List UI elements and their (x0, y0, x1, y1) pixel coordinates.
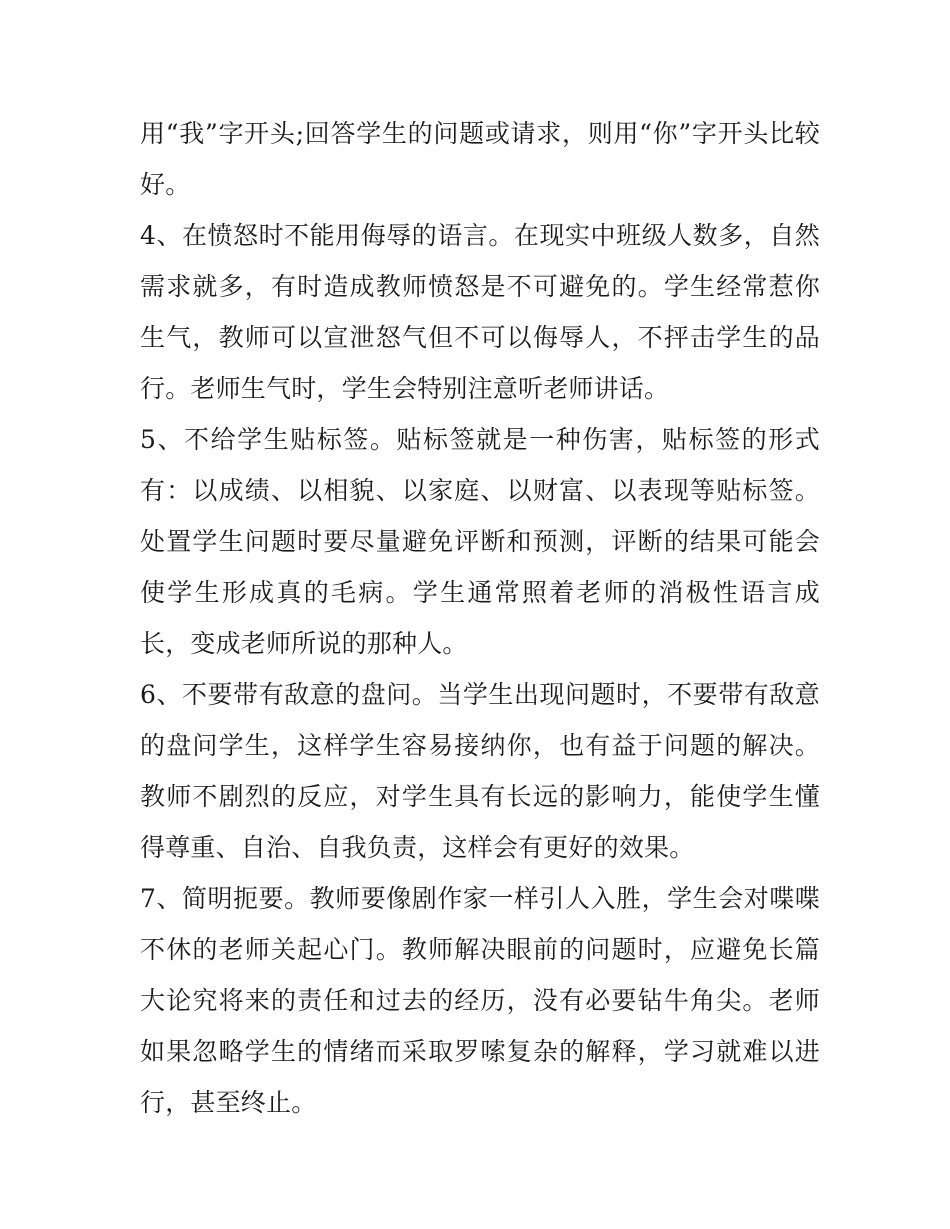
paragraph-point-5: 5、不给学生贴标签。贴标签就是一种伤害，贴标签的形式有：以成绩、以相貌、以家庭、以财富、以表现等贴标签。处置学生问题时要尽量避免评断和预测，评断的结果可能会使学生形成真的毛病。学生通常照着老师的消极性语言成长，变成老师所说的那种人。 (140, 425, 820, 658)
document-body (140, 108, 820, 1128)
paragraph-point-4: 4、在愤怒时不能用侮辱的语言。在现实中班级人数多，自然需求就多，有时造成教师愤怒是不可避免的。学生经常惹你生气，教师可以宣泄怒气但不可以侮辱人，不抨击学生的品行。老师生气时，学生会特别注意听老师讲话。 (140, 221, 820, 403)
paragraph-point-6: 6、不要带有敌意的盘问。当学生出现问题时，不要带有敌意的盘问学生，这样学生容易接纳你，也有益于问题的解决。教师不剧烈的反应，对学生具有长远的影响力，能使学生懂得尊重、自治、自我负责，这样会有更好的效果。 (140, 680, 820, 862)
paragraph-point-7: 7、简明扼要。教师要像剧作家一样引人入胜，学生会对喋喋不休的老师关起心门。教师解决眼前的问题时，应避免长篇大论究将来的责任和过去的经历，没有必要钻牛角尖。老师如果忽略学生的情绪而采取罗嗦复杂的解释，学习就难以进行，甚至终止。 (140, 884, 820, 1117)
paragraph-continuation: 用“我”字开头;回答学生的问题或请求，则用“你”字开头比较好。 (140, 119, 820, 199)
